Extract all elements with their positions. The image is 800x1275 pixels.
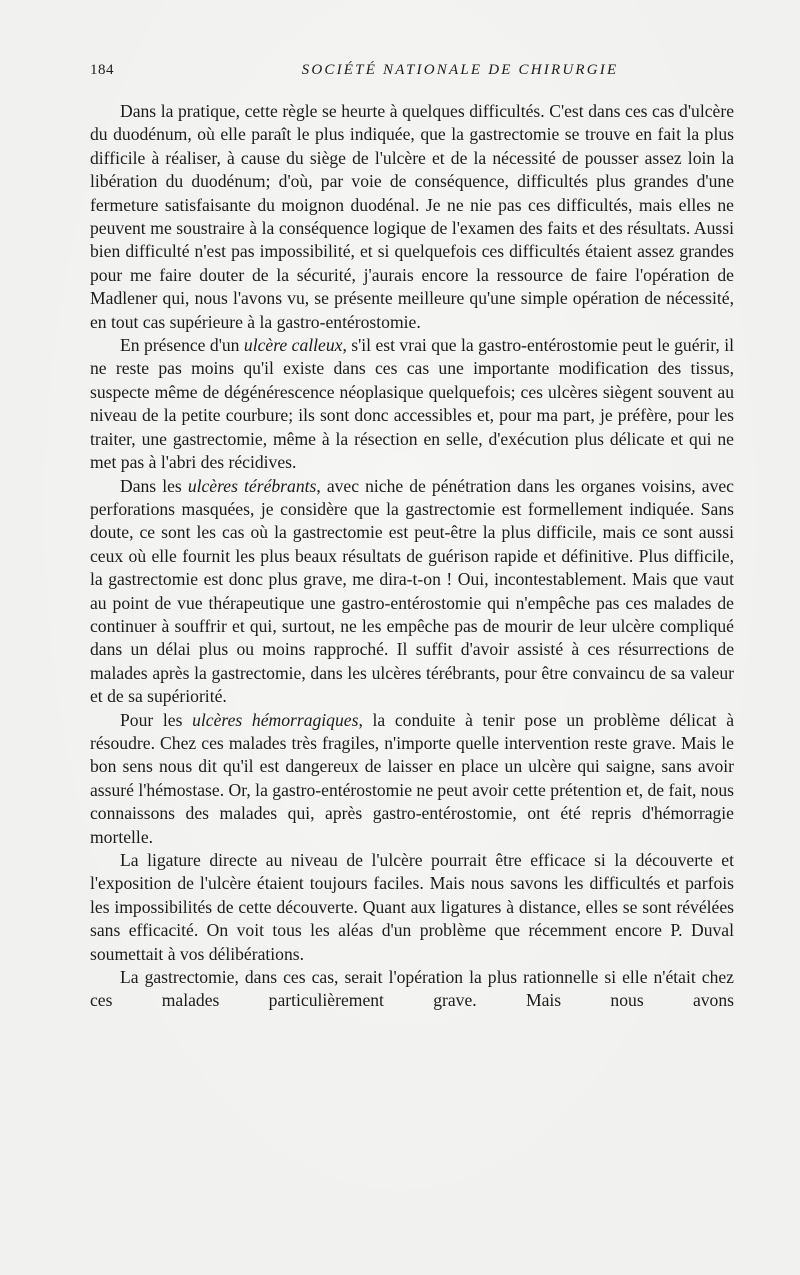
paragraph-text: , avec niche de pénétration dans les organes voisins, avec perforations masquées, je considère que la gastrectomie est formellement indiquée. Sans doute, ce sont les cas où la gastrectomie est peut-être la plus difficile, mais ce sont aussi ceux où elle fournit les plus beaux résultats de guérison rapide et définitive. Plus difficile, la gastrectomie est donc plus grave, me dira-t-on ! Oui, incontestablement. Mais que vaut au point de vue thérapeutique une gastro-entérostomie qui n'empêche pas ces malades de continuer à souffrir et qui, surtout, ne les empêche pas de mourir de leur ulcère compliqué dans un délai plus ou moins rapproché. Il suffit d'avoir assisté à ces résurrections de malades après la gastrectomie, dans les ulcères térébrants, pour être convaincu de sa valeur et de sa supériorité. bbox=[90, 475, 734, 707]
paragraph-text: La ligature directe au niveau de l'ulcère pourrait être efficace si la découverte et l'exposition de l'ulcère étaient toujours faciles. Mais nous savons les difficultés et parfois les impossibilités de cette découverte. Quant aux ligatures à distance, elles se sont révélées sans efficacité. On voit tous les aléas d'un problème que récemment encore P. Duval soumettait à vos délibérations. bbox=[90, 850, 734, 964]
running-head: SOCIÉTÉ NATIONALE DE CHIRURGIE bbox=[301, 62, 619, 78]
paragraph-ulcere-calleux bbox=[90, 334, 734, 474]
paragraph-text: En présence d'un bbox=[120, 335, 244, 356]
body-text bbox=[90, 100, 734, 1013]
paragraph-ulceres-terebrants bbox=[90, 475, 734, 709]
italic-term: ulcères hémorragiques bbox=[192, 709, 359, 730]
page-header bbox=[90, 62, 734, 84]
paragraph-text: , s'il est vrai que la gastro-entérostomie peut le guérir, il ne reste pas moins qu'il existe dans ces cas une importante modification des tissus, suspecte même de dégénérescence néoplasique quelquefois; ces ulcères siègent souvent au niveau de la petite courbure; ils sont donc accessibles et, pour ma part, je préfère, pour les traiter, une gastrectomie, même à la résection en selle, d'exécution plus délicate et qui ne met pas à l'abri des récidives. bbox=[90, 335, 734, 473]
paragraph-ligature bbox=[90, 849, 734, 966]
paragraph-gastrectomie-cas bbox=[90, 966, 734, 1013]
page-number: 184 bbox=[90, 62, 114, 78]
paragraph-gastrectomy-duodenum bbox=[90, 100, 734, 334]
paragraph-text: Dans la pratique, cette règle se heurte à quelques difficultés. C'est dans ces cas d'ulcère du duodénum, où elle paraît le plus indiquée, que la gastrectomie se trouve en fait la plus difficile à réaliser, à cause du siège de l'ulcère et de la nécessité de pousser assez loin la libération du duodénum; d'où, par voie de conséquence, difficultés plus grandes d'une fermeture satisfaisante du moignon duodénal. Je ne nie pas ces difficultés, mais elles ne peuvent me soustraire à la conséquence logique de l'examen des faits et des résultats. Aussi bien difficulté n'est pas impossibilité, et si quelquefois ces difficultés étaient assez grandes pour me faire douter de la sécurité, j'aurais encore la ressource de faire l'opération de Madlener qui, nous l'avons vu, se présente meilleure qu'une simple opération de nécessité, en tout cas supérieure à la gastro-entérostomie. bbox=[90, 101, 734, 332]
paragraph-ulceres-hemorragiques bbox=[90, 709, 734, 849]
paragraph-text: Dans les bbox=[120, 475, 188, 496]
italic-term: ulcères térébrants bbox=[187, 475, 317, 496]
paragraph-text: , la conduite à tenir pose un problème délicat à résoudre. Chez ces malades très fragiles, n'importe quelle intervention reste grave. Mais le bon sens nous dit qu'il est dangereux de laisser en place un ulcère qui saigne, sans avoir assuré l'hémostase. Or, la gastro-entérostomie ne peut avoir cette prétention et, de fait, nous connaissons des malades qui, après gastro-entérostomie, ont été repris d'hémorragie mortelle. bbox=[90, 709, 735, 847]
paragraph-text: La gastrectomie, dans ces cas, serait l'opération la plus rationnelle si elle n'était chez ces malades particulièrement grave. Mais nous avons bbox=[90, 967, 734, 1011]
paragraph-text: Pour les bbox=[120, 709, 193, 730]
italic-term: ulcère calleux bbox=[243, 335, 343, 356]
